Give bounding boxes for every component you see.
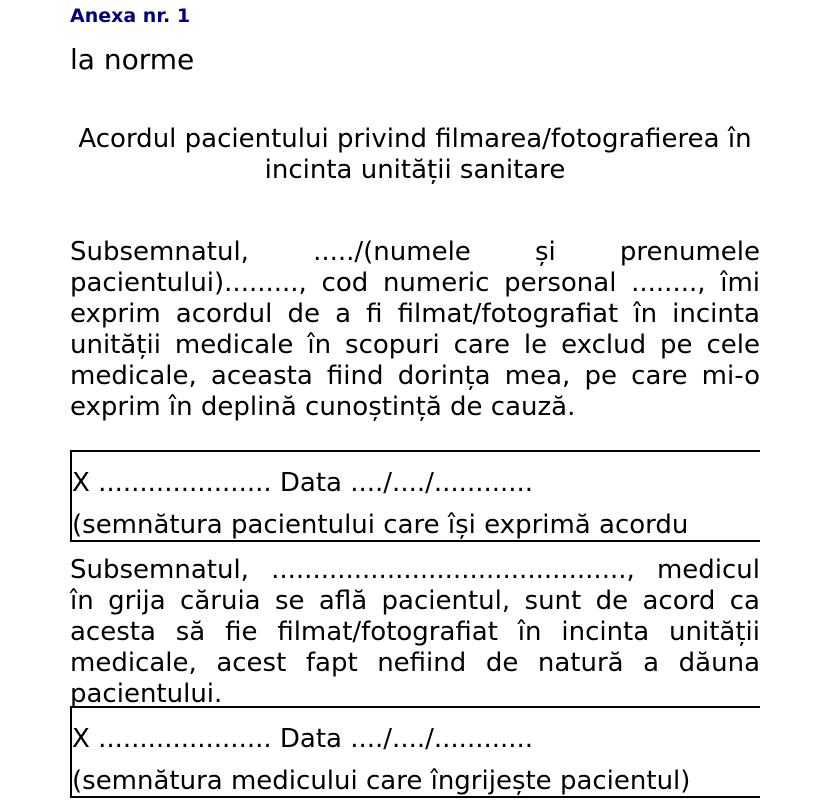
patient-statement: Subsemnatul, ...../(numele și prenumele pacientului)........., cod numeric personal ........, îmi exprim acordul de a fi filmat/fotografiat în incinta unității medicale în scopuri care le exclud pe cele medicale, aceasta fiind dorința mea, pe care mi-o exprim în deplină cunoștință de cauză. [70,237,760,422]
document-title: Acordul pacientului privind filmarea/fotografierea în incinta unității sanitare [78,124,752,185]
patient-signature-line: X ..................... Data ..../..../............ [72,468,534,498]
doctor-signature-caption: (semnătura medicului care îngrijește pacientul) [72,766,691,796]
patient-signature-caption: (semnătura pacientului care își exprimă acordu [72,510,689,540]
doctor-signature-line: X ..................... Data ..../..../............ [72,724,534,754]
annex-subtitle: la norme [70,43,195,76]
patient-signature-box [70,450,760,542]
annex-label: Anexa nr. 1 [70,5,191,27]
doctor-signature-box [70,706,760,798]
doctor-statement: Subsemnatul, ..........................................., medicul în grija căruia se află pacientul, sunt de acord ca acesta să fie filmat/fotografiat în incinta unității medicale, acest fapt nefiind de natură a dăuna pacientului. [70,555,760,709]
